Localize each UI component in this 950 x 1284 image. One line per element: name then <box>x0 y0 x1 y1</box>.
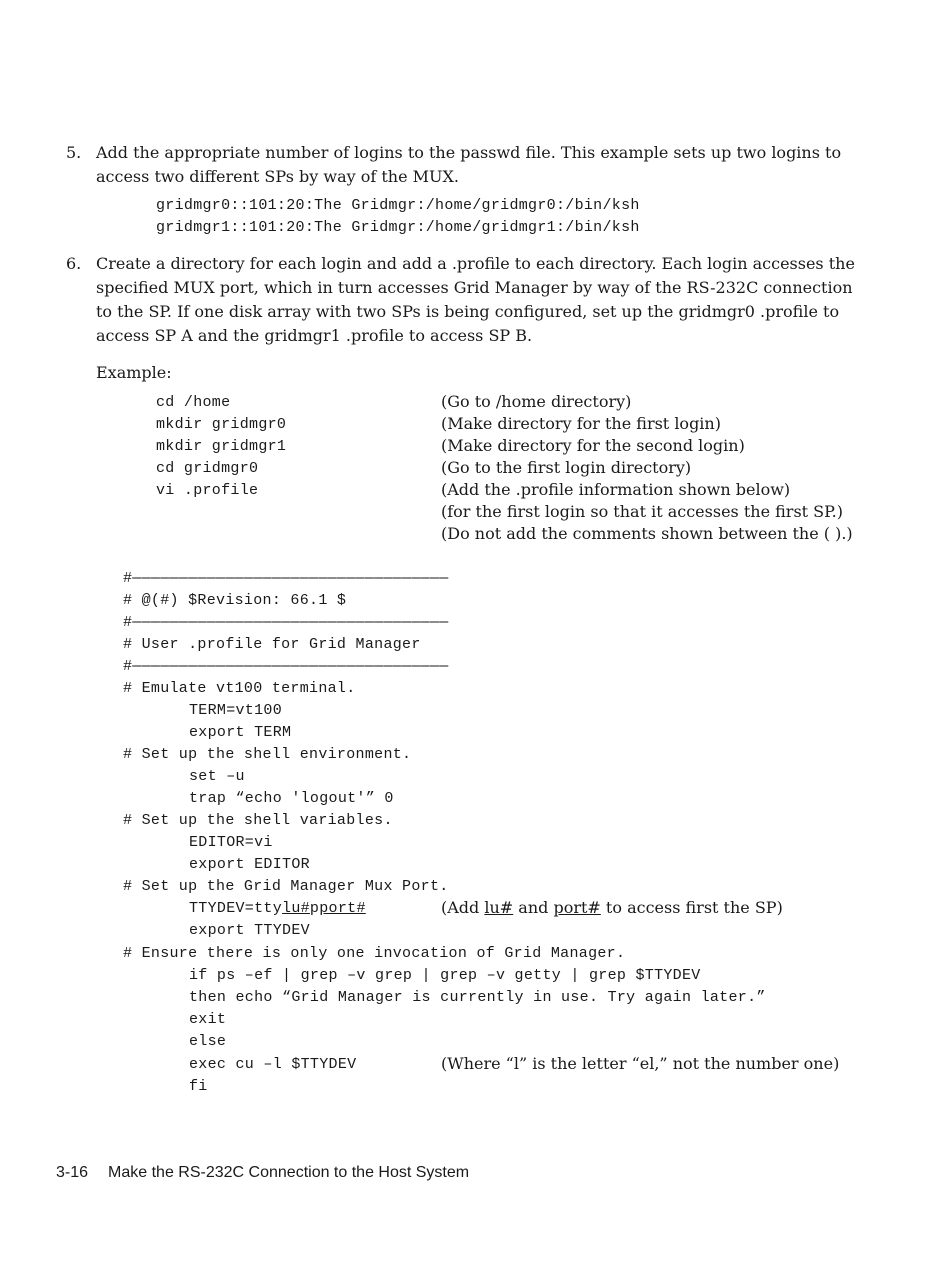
command-cd-gridmgr0: cd gridmgr0 <box>156 460 259 477</box>
note-do-not-add: (Do not add the comments shown between the ( ).) <box>441 524 853 543</box>
example-label: Example: <box>96 363 172 382</box>
profile-exec-cu: exec cu –l $TTYDEV <box>189 1056 357 1073</box>
command-mkdir-gridmgr1: mkdir gridmgr1 <box>156 438 287 455</box>
passwd-line-1: gridmgr0::101:20:The Gridmgr:/home/gridmgr0:/bin/ksh <box>156 197 640 214</box>
step-6-number: 6. <box>66 254 82 273</box>
profile-then-echo: then echo “Grid Manager is currently in use. Try again later.” <box>189 989 766 1006</box>
profile-emulate-comment: # Emulate vt100 terminal. <box>123 680 356 697</box>
note-make-first: (Make directory for the first login) <box>441 414 721 433</box>
profile-separator: #—————————————————————————————————— <box>123 658 449 675</box>
command-cd-home: cd /home <box>156 394 231 411</box>
command-mkdir-gridmgr0: mkdir gridmgr0 <box>156 416 287 433</box>
ttydev-p: p <box>309 900 320 917</box>
profile-separator: #—————————————————————————————————— <box>123 570 449 587</box>
note-exec-cu: (Where “l” is the letter “el,” not the number one) <box>441 1054 840 1073</box>
profile-exit: exit <box>189 1011 227 1028</box>
footer-page-number: 3-16 <box>56 1164 89 1181</box>
page-footer <box>56 1162 469 1184</box>
note-ttydev-suffix: to access first the SP) <box>600 898 783 917</box>
note-make-second: (Make directory for the second login) <box>441 436 745 455</box>
note-ttydev-port: port# <box>553 898 601 917</box>
ttydev-port: port# <box>319 900 366 917</box>
profile-else: else <box>189 1033 227 1050</box>
profile-export-ttydev: export TTYDEV <box>189 922 310 939</box>
ttydev-lu: lu# <box>282 900 310 917</box>
profile-editor: EDITOR=vi <box>189 834 273 851</box>
step-6-text: Create a directory for each login and add a .profile to each directory. Each login accesses the specified MUX port, which in turn accesses Grid Manager by way of the RS-232C connection to the SP. If one disk array with two SPs is being configured, set up the gridmgr0 .profile to access SP A and the gridmgr1 .profile to access SP B. <box>96 254 855 345</box>
profile-ensure-comment: # Ensure there is only one invocation of Grid Manager. <box>123 945 626 962</box>
passwd-line-2: gridmgr1::101:20:The Gridmgr:/home/gridmgr1:/bin/ksh <box>156 219 640 236</box>
profile-user-comment: # User .profile for Grid Manager <box>123 636 421 653</box>
profile-term: TERM=vt100 <box>189 702 283 719</box>
note-ttydev <box>441 896 783 920</box>
profile-if-ps: if ps –ef | grep –v grep | grep –v getty | grep $TTYDEV <box>189 967 701 984</box>
profile-ttydev <box>189 898 366 920</box>
footer-title: Make the RS-232C Connection to the Host System <box>108 1164 470 1181</box>
profile-fi: fi <box>189 1078 208 1095</box>
profile-set-u: set –u <box>189 768 245 785</box>
profile-separator: #—————————————————————————————————— <box>123 614 449 631</box>
note-add-profile: (Add the .profile information shown below) <box>441 480 791 499</box>
note-first-login: (for the first login so that it accesses the first SP.) <box>441 502 843 521</box>
profile-revision: # @(#) $Revision: 66.1 $ <box>123 592 347 609</box>
step-5-number: 5. <box>66 143 82 162</box>
profile-export-term: export TERM <box>189 724 292 741</box>
profile-trap: trap “echo 'logout'” 0 <box>189 790 394 807</box>
note-ttydev-lu: lu# <box>484 898 514 917</box>
step-5-text: Add the appropriate number of logins to the passwd file. This example sets up two logins to access two different SPs by way of the MUX. <box>96 143 842 186</box>
profile-mux-comment: # Set up the Grid Manager Mux Port. <box>123 878 449 895</box>
profile-shell-env-comment: # Set up the shell environment. <box>123 746 412 763</box>
note-ttydev-and: and <box>513 898 554 917</box>
profile-export-editor: export EDITOR <box>189 856 310 873</box>
profile-shell-vars-comment: # Set up the shell variables. <box>123 812 393 829</box>
ttydev-prefix: TTYDEV=tty <box>189 900 283 917</box>
note-go-first: (Go to the first login directory) <box>441 458 692 477</box>
note-go-home: (Go to /home directory) <box>441 392 632 411</box>
command-vi-profile: vi .profile <box>156 482 259 499</box>
note-ttydev-prefix: (Add <box>441 898 485 917</box>
